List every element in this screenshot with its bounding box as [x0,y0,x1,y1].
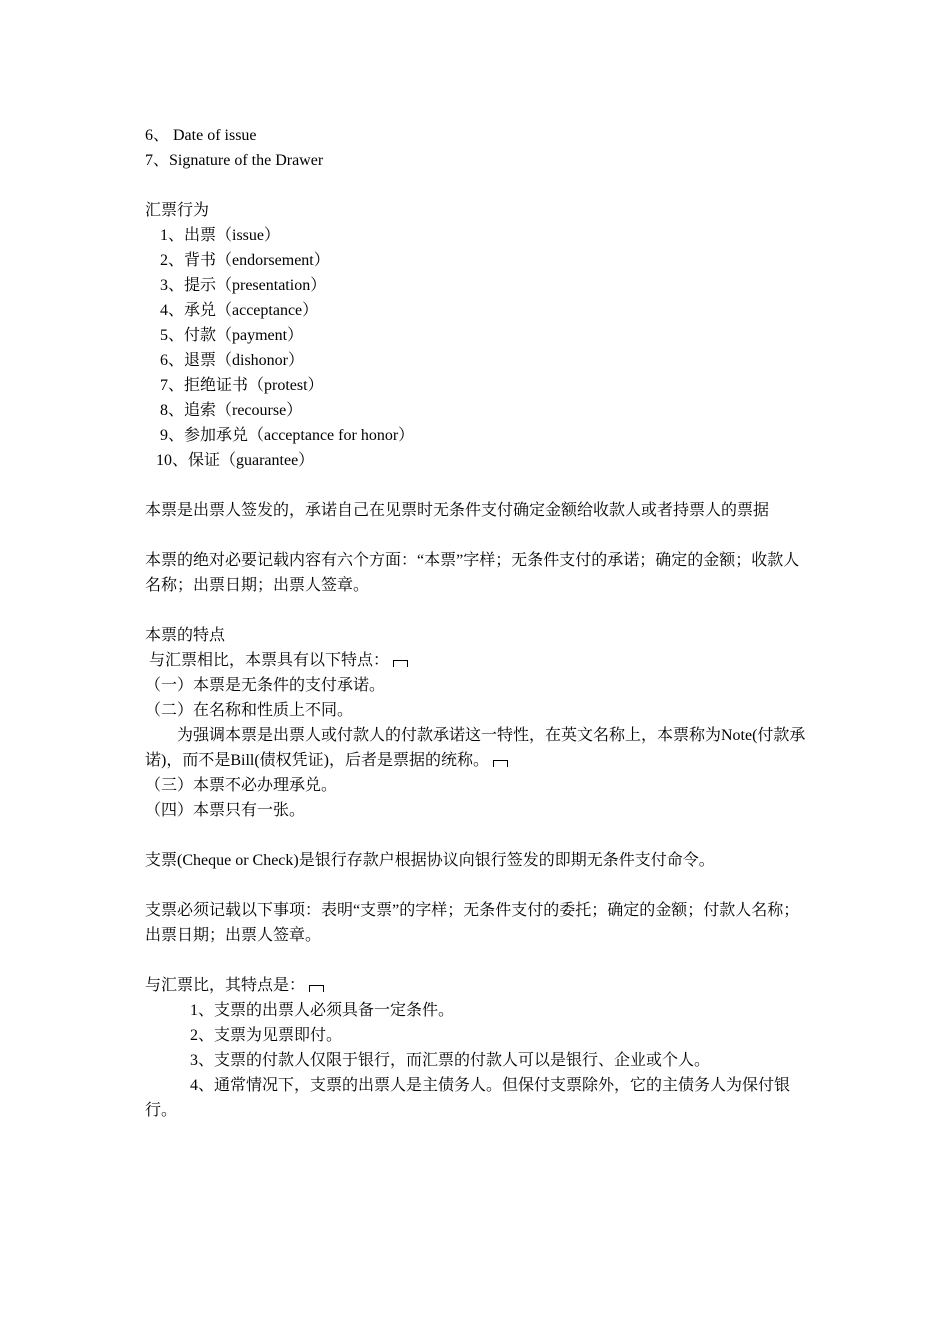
note-feature-2: （二）在名称和性质上不同。 [145,702,354,719]
act-item-2: 2、背书（endorsement） [160,252,330,269]
spacer [145,523,815,548]
note-feature-4: （四）本票只有一张。 [145,802,306,819]
act-item-8: 8、追索（recourse） [160,402,303,419]
act-item-1: 1、出票（issue） [160,227,281,244]
cheque-definition: 支票(Cheque or Check)是银行存款户根据协议向银行签发的即期无条件支付命令。 [145,852,715,869]
note-feature-1: （一）本票是无条件的支付承诺。 [145,677,386,694]
act-item-7: 7、拒绝证书（protest） [160,377,324,394]
cheque-compare-intro-text: 与汇票比，其特点是： [145,977,306,994]
cheque-compare-intro [145,973,815,998]
note-feature-3: （三）本票不必办理承兑。 [145,777,338,794]
spacer [145,873,815,898]
note-definition: 本票是出票人签发的，承诺自己在见票时无条件支付确定金额给收款人或者持票人的票据 [145,502,770,519]
note-feature-2-detail-text: 为强调本票是出票人或付款人的付款承诺这一特性，在英文名称上，本票称为Note(付款承诺)，而不是Bill(债权凭证)，后者是票据的统称。 [145,727,806,769]
cheque-compare-4: 4、通常情况下，支票的出票人是主债务人。但保付支票除外，它的主债务人为保付银行。 [145,1077,791,1119]
spacer [145,173,815,198]
note-features-intro-text: 与汇票相比，本票具有以下特点： [149,652,390,669]
act-item-3: 3、提示（presentation） [160,277,327,294]
spacer [145,823,815,848]
note-requirements: 本票的绝对必要记载内容有六个方面：“本票”字样；无条件支付的承诺；确定的金额；收款人名称；出票日期；出票人签章。 [145,552,800,594]
acts-title: 汇票行为 [145,202,210,219]
note-feature-2-detail [145,723,815,773]
act-item-9: 9、参加承兑（acceptance for honor） [160,427,415,444]
draft-item-7: 7、Signature of the Drawer [145,152,324,169]
spacer [145,948,815,973]
cheque-compare-2: 2、支票为见票即付。 [190,1027,343,1044]
act-item-5: 5、付款（payment） [160,327,304,344]
act-item-4: 4、承兑（acceptance） [160,302,319,319]
act-item-6: 6、退票（dishonor） [160,352,305,369]
act-item-10: 10、保证（guarantee） [156,452,315,469]
paragraph-mark-icon [309,985,324,992]
note-features-title: 本票的特点 [145,627,226,644]
cheque-compare-1: 1、支票的出票人必须具备一定条件。 [190,1002,455,1019]
note-features-intro [145,648,815,673]
paragraph-mark-icon [393,660,408,667]
cheque-compare-3: 3、支票的付款人仅限于银行，而汇票的付款人可以是银行、企业或个人。 [190,1052,711,1069]
cheque-requirements: 支票必须记载以下事项：表明“支票”的字样；无条件支付的委托；确定的金额；付款人名称；出票日期；出票人签章。 [145,902,800,944]
document-body [145,123,815,1123]
paragraph-mark-icon [493,760,508,767]
draft-item-6: 6、 Date of issue [145,127,257,144]
spacer [145,598,815,623]
spacer [145,473,815,498]
